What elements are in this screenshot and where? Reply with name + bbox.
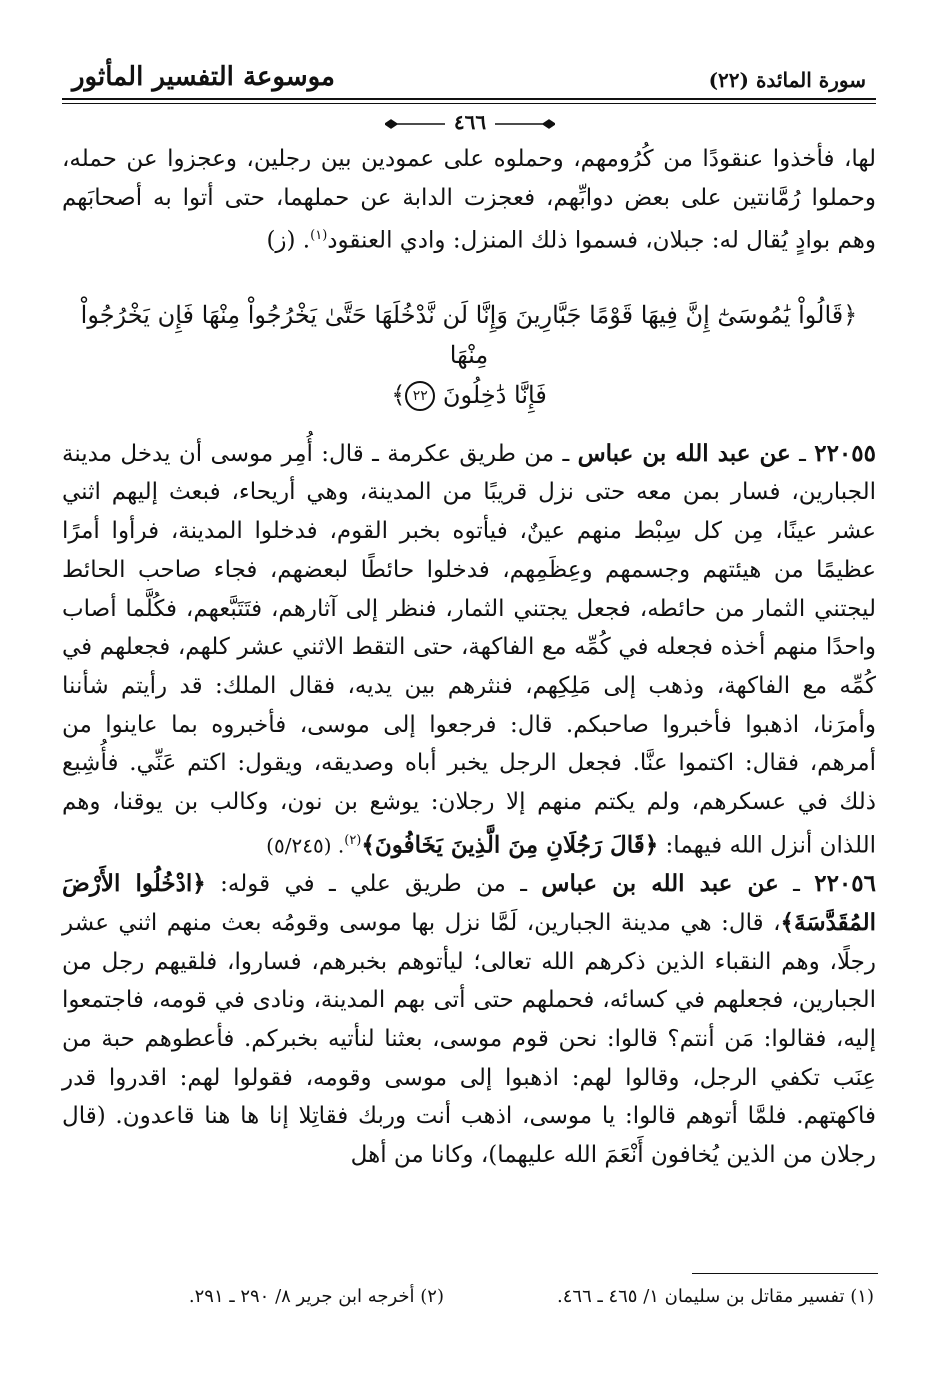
footnote-2: (٢) أخرجه ابن جرير ٨/ ٢٩٠ ـ ٢٩١.: [188, 1286, 444, 1307]
verse-close: ﴾: [391, 380, 406, 409]
entry-text: ـ من طريق عكرمة ـ قال: أُمِر موسى أن يدخل مدينة الجبارين، فسار بمن معه حتى نزل قريبًا من المدينة، وهي أريحاء، فبعث إليهم اثني عشر عينًا، مِن كل سِبْط منهم عينٌ، فيأتوه بخبر القوم، فدخلوا المدينة، فرأوا أمرًا عظيمًا من هيئتهم وجسمهم وعِظَمِهم، فدخلوا حائطًا لبعضهم، فجاء صاحب الحائط ليجتني الثمار من حائطه، فجعل يجتني الثمار، فنظر إلى آثارهم، فتَتَبَّعهم، فكُلَّما أصاب واحدًا منهم أخذه فجعله في كُمِّه مع الفاكهة، حتى التقط الاثني عشر كلهم، فجعلهم في كُمِّه مع الفاكهة، وذهب إلى مَلِكِهم، فنثرهم بين يديه، فقال الملك: قد رأيتم شأننا وأمرَنا، اذهبوا فأخبروا صاحبكم. قال: فرجعوا إلى موسى، فأخبروه بما عاينوا من أمرهم، فقال: اكتموا عنَّا. فجعل الرجل يخبر أباه وصديقه، ويقول: اكتم عَنِّي. فأُشِيع ذلك في عسكرهم، ولم يكتم منهم إلا رجلان: يوشع بن نون، وكالب بن يوقنا، وهم اللذان أنزل الله فيهما:: [62, 440, 876, 859]
ornament-left-icon: [385, 118, 447, 130]
footnotes: [62, 1286, 876, 1316]
book-title: موسوعة التفسير المأثور: [72, 62, 335, 92]
entry-text: ـ من طريق علي ـ في قوله:: [205, 871, 542, 898]
footnote-1: (١) تفسير مقاتل بن سليمان ١/ ٤٦٥ ـ ٤٦٦.: [557, 1286, 874, 1307]
intro-line: لها، فأخذوا عنقودًا من كُرُومهم، وحملوه على عمودين بين رجلين، وعجزوا عن: [126, 146, 877, 172]
page-header: [62, 62, 876, 106]
page-number: ٤٦٦: [453, 110, 487, 134]
verse-line-1: ﴿قَالُواْ يَٰمُوسَىٰٓ إِنَّ فِيهَا قَوْمًا جَبَّارِينَ وَإِنَّا لَن نَّدْخُلَهَا حَتَّىٰ يَخْرُجُواْ مِنْهَا فَإِن يَخْرُجُواْ مِنْهَا: [80, 300, 858, 369]
quran-verse: [62, 295, 876, 415]
footnote-ref: (١): [310, 228, 328, 244]
quran-quote: ﴿ادْخُلُوا الأَرْضَ المُقَدَّسَةَ﴾: [62, 870, 876, 936]
intro-paragraph: [62, 140, 876, 261]
narrator: عن عبد الله بن عباس: [577, 439, 791, 467]
page-body: [62, 140, 876, 1175]
narrator: عن عبد الله بن عباس: [541, 870, 779, 898]
ornament-right-icon: [493, 118, 555, 130]
intro-line: حمله، وحملوا رُمَّانتين على بعض دوابِّهم، فعجزت الدابة عن حملهما، حتى أتوا به: [62, 146, 876, 211]
footnote-ref: (٢): [344, 832, 362, 848]
quran-quote: ﴿قَالَ رَجُلَانِ مِنَ الَّذِينَ يَخَافُونَ﴾: [361, 831, 659, 859]
entry-number: ٢٢٠٥٥: [814, 439, 876, 467]
verse-number-badge: ٢٢: [405, 381, 435, 411]
verse-line-2: فَإِنَّا دَٰخِلُونَ: [442, 380, 547, 409]
page-number-line: [0, 110, 940, 140]
source-tag: . (٥/٢٤٥): [266, 833, 345, 858]
source-tag: . (ز): [266, 228, 311, 255]
entry-text: ، قال: هي مدينة الجبارين، لَمَّا نزل بها موسى وقومُه بعث منهم اثني عشر رجلًا، وهم النقباء الذين ذكرهم الله تعالى؛ ليأتوهم بخبرهم، فساروا، فلقيهم رجل من الجبارين، فجعلهم في كسائه، فحملهم حتى أتى بهم المدينة، ونادى في قومه، فاجتمعوا إليه، فقالوا: مَن أنتم؟ قالوا: نحن قوم موسى، بعثنا لنأتيه بخبركم. فأعطوهم حبة من عِنَب تكفي الرجل، وقالوا لهم: اذهبوا إلى موسى وقومه، فقولوا لهم: اقدروا قدر فاكهتهم. فلمَّا أتوهم قالوا: يا موسى، اذهب أنت وربك فقاتِلا إنا ها هنا قاعدون. (قال رجلان من الذين يُخافون أَنْعَمَ الله عليهما)، وكانا من أهل: [62, 909, 876, 1169]
header-rule: [62, 98, 876, 100]
entry-22055: ٢٢٠٥٥ ـ عن عبد الله بن عباس ـ من طريق عكرمة ـ قال: أُمِر موسى أن يدخل مدينة الجبارين، فسار بمن معه حتى نزل قريبًا من المدينة، وهي أريحاء، فبعث إليهم اثني عشر عينًا، مِن كل سِبْط منهم عينٌ، فيأتوه بخبر القوم، فدخلوا المدينة، فرأوا أمرًا عظيمًا من هيئتهم وجسمهم وعِظَمِهم، فدخلوا حائطًا لبعضهم، فجاء صاحب الحائط ليجتني الثمار من حائطه، فجعل يجتني الثمار، فنظر إلى آثارهم، فتَتَبَّعهم، فكُلَّما أصاب واحدًا منهم أخذه فجعله في كُمِّه مع الفاكهة، حتى التقط الاثني عشر كلهم، فجعلهم في كُمِّه مع الفاكهة، وذهب إلى مَلِكِهم، فنثرهم بين يديه، فقال الملك: قد رأيتم شأننا وأمرَنا، اذهبوا فأخبروا صاحبكم. قال: فرجعوا إلى موسى، فأخبروه بما عاينوا من أمرهم، فقال: اكتموا عنَّا. فجعل الرجل يخبر أباه وصديقه، ويقول: اكتم عَنِّي. فأُشِيع ذلك في عسكرهم، ولم يكتم منهم إلا رجلان: يوشع بن نون، وكالب بن يوقنا، وهم اللذان أنزل الله فيهما: ﴿قَالَ رَجُلَانِ مِنَ الَّذِينَ يَخَافُونَ﴾$^{(٢)}$. (٥/٢٤٥): [62, 439, 876, 859]
surah-title: سورة المائدة (٢٢): [708, 68, 866, 92]
header-rule-thin: [62, 103, 876, 104]
intro-line: أصحابَهم وهم بوادٍ يُقال له: جبلان، فسموا ذلك المنزل: وادي العنقود: [62, 184, 876, 255]
footnote-rule: [692, 1273, 878, 1274]
entry-22056: ٢٢٠٥٦ ـ عن عبد الله بن عباس ـ من طريق علي ـ في قوله: ﴿ادْخُلُوا الأَرْضَ المُقَدَّسَةَ﴾، قال: هي مدينة الجبارين، لَمَّا نزل بها موسى وقومُه بعث منهم اثني عشر رجلًا، وهم النقباء الذين ذكرهم الله تعالى؛ ليأتوهم بخبرهم، فساروا، فلقيهم رجل من الجبارين، فجعلهم في كسائه، فحملهم حتى أتى بهم المدينة، ونادى في قومه، فاجتمعوا إليه، فقالوا: مَن أنتم؟ قالوا: نحن قوم موسى، بعثنا لنأتيه بخبركم. فأعطوهم حبة من عِنَب تكفي الرجل، وقالوا لهم: اذهبوا إلى موسى وقومه، فقولوا لهم: اقدروا قدر فاكهتهم. فلمَّا أتوهم قالوا: يا موسى، اذهب أنت وربك فقاتِلا إنا ها هنا قاعدون. (قال رجلان من الذين يُخافون أَنْعَمَ الله عليهما)، وكانا من أهل: [62, 870, 876, 1169]
entry-number: ٢٢٠٥٦: [814, 870, 876, 898]
